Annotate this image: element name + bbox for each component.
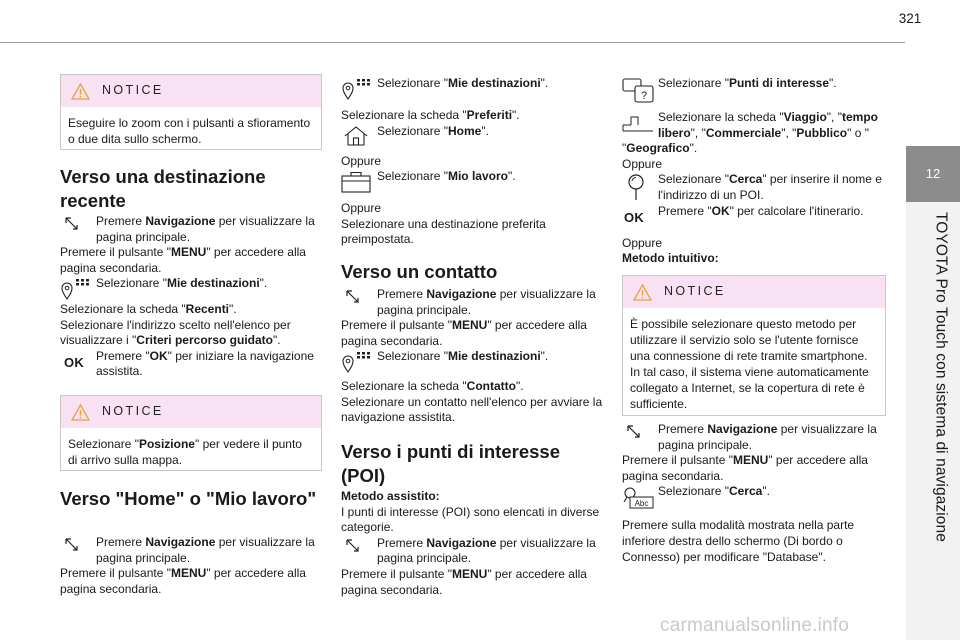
side-title: TOYOTA Pro Touch con sistema di navigazione <box>932 212 950 542</box>
step-search: Selezionare "Cerca" per inserire il nome e l'indirizzo di un POI. <box>622 172 886 203</box>
navigation-arrow-icon <box>64 216 80 232</box>
svg-text:?: ? <box>640 90 648 102</box>
or-label: Oppure <box>341 153 382 168</box>
step-menu: Premere il pulsante "MENU" per accedere alla pagina secondaria. <box>60 566 306 596</box>
step-select-address: Selezionare l'indirizzo scelto nell'elenco per visualizzare i "Criteri percorso guidato". <box>60 317 291 348</box>
map-pin-grid-icon <box>341 351 371 373</box>
poi-intro: I punti di interesse (POI) sono elencati in diverse categorie. <box>341 504 600 535</box>
warning-triangle-icon <box>71 404 90 421</box>
navigation-arrow-icon <box>626 424 642 440</box>
notice-title: NOTICE <box>102 404 164 419</box>
step-menu: Premere il pulsante "MENU" per accedere alla pagina secondaria. <box>622 453 868 483</box>
ok-icon: OK <box>624 209 645 225</box>
step-navigation: Premere Navigazione per visualizzare la pagina principale. <box>341 287 603 318</box>
intuitive-method-label: Metodo intuitivo: <box>622 251 719 266</box>
page-number: 321 <box>898 11 922 26</box>
heading-poi: Verso i punti di interesse (POI) <box>341 441 560 486</box>
notice-box-connection <box>622 275 886 416</box>
step-database: Premere sulla modalità mostrata nella parte inferiore destra dello schermo (Di bordo o Connesso) per modificare "Database". <box>622 518 855 564</box>
notice-header <box>61 396 321 428</box>
step-recent-tab: Selezionare la scheda "Recenti". <box>60 301 237 316</box>
notice-body: È possibile selezionare questo metodo per utilizzare il servizio solo se l'utente fornisce una connessione di rete tramite smartphone. In tal caso, il sistema viene automaticamente collegato a Internet, se la copertura di rete è sufficiente. <box>630 317 869 411</box>
step-menu: Premere il pulsante "MENU" per accedere alla pagina secondaria. <box>341 318 587 348</box>
step-menu: Premere il pulsante "MENU" per accedere alla pagina secondaria. <box>60 245 306 275</box>
home-icon <box>343 125 369 147</box>
notice-box-zoom <box>60 74 322 150</box>
step-my-work: Selezionare "Mio lavoro". <box>341 169 603 199</box>
navigation-arrow-icon <box>345 538 361 554</box>
step-contact-tab: Selezionare la scheda "Contatto". <box>341 378 524 393</box>
step-category-tabs-end <box>622 126 886 142</box>
recent-steps <box>60 214 322 380</box>
step-my-destinations: Selezionare "Mie destinazioni". <box>60 276 322 292</box>
navigation-arrow-icon <box>345 289 361 305</box>
step-navigation: Premere Navigazione per visualizzare la pagina principale. <box>60 214 322 245</box>
step-ok: OK Premere "OK" per calcolare l'itinerario. <box>624 203 864 225</box>
or-label: Oppure <box>341 201 382 216</box>
step-favorites-tab: Selezionare la scheda "Preferiti". <box>341 108 520 122</box>
poi-question-icon <box>622 78 654 104</box>
poi-steps <box>341 489 603 598</box>
briefcase-icon <box>341 171 371 193</box>
contact-steps <box>341 287 603 426</box>
step-category-geografico: "Geografico". <box>622 141 698 156</box>
notice-box-position <box>60 395 322 471</box>
step-points-of-interest: ? Selezionare "Punti di interesse". <box>622 76 886 108</box>
step-menu: Premere il pulsante "MENU" per accedere alla pagina secondaria. <box>341 566 587 597</box>
heading-contact: Verso un contatto <box>341 261 498 282</box>
step-select-contact: Selezionare un contatto nell'elenco per avviare la navigazione assistita. <box>341 394 603 425</box>
keyboard-search-icon <box>622 486 654 510</box>
watermark: carmanualsonline.info <box>660 615 850 636</box>
notice-body: Eseguire lo zoom con i pulsanti a sfioramento o due dita sullo schermo. <box>68 116 311 146</box>
step-preset-favorite: Selezionare una destinazione preferita preimpostata. <box>341 216 546 247</box>
poi-intuitive-steps <box>622 422 886 565</box>
heading-recent-destination: Verso una destinazione recente <box>60 166 266 211</box>
map-pin-grid-icon <box>341 78 371 100</box>
favorites-steps <box>341 76 603 248</box>
step-navigation: Premere Navigazione per visualizzare la pagina principale. <box>341 536 603 567</box>
svg-text:Abc: Abc <box>634 499 649 509</box>
step-ok: OK Premere "OK" per iniziare la navigazione assistita. <box>64 348 314 379</box>
step-my-destinations: Selezionare "Mie destinazioni". <box>341 349 603 365</box>
navigation-arrow-icon <box>64 537 80 553</box>
map-pin-grid-icon <box>60 278 90 300</box>
home-steps <box>60 535 322 597</box>
notice-header <box>61 75 321 107</box>
or-label: Oppure <box>622 156 663 171</box>
notice-title: NOTICE <box>664 284 726 299</box>
heading-home-work: Verso "Home" o "Mio lavoro" <box>60 488 317 509</box>
search-pin-icon <box>624 173 648 201</box>
step-navigation: Premere Navigazione per visualizzare la pagina principale. <box>60 535 322 566</box>
ok-icon: OK <box>64 354 85 370</box>
poi-assisted-steps <box>622 76 886 267</box>
step-category-tabs: Selezionare la scheda "Viaggio", "tempo libero", "Commerciale", "Pubblico" o " <box>622 110 886 141</box>
step-home: Selezionare "Home". <box>341 124 603 150</box>
step-search: Abc Selezionare "Cerca". <box>622 484 886 510</box>
notice-body: Selezionare "Posizione" per vedere il punto di arrivo sulla mappa. <box>68 437 302 467</box>
notice-header <box>623 276 885 308</box>
warning-triangle-icon <box>71 83 90 100</box>
warning-triangle-icon <box>633 284 652 301</box>
section-tab: 12 <box>906 146 960 202</box>
assisted-method-label: Metodo assistito: <box>341 489 440 503</box>
step-my-destinations: Selezionare "Mie destinazioni". <box>341 76 603 104</box>
header-rule <box>0 42 905 43</box>
step-navigation: Premere Navigazione per visualizzare la pagina principale. <box>622 422 886 453</box>
notice-title: NOTICE <box>102 83 164 98</box>
or-label: Oppure <box>622 235 663 250</box>
